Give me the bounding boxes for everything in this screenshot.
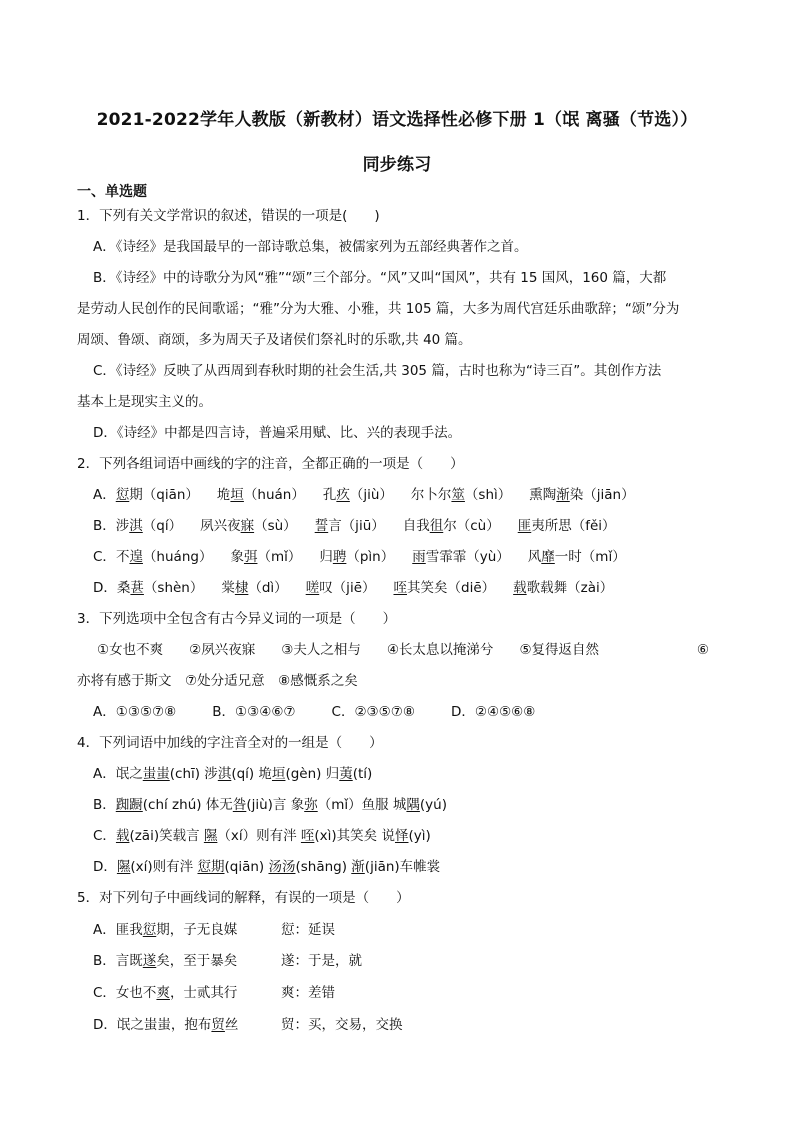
question-3-items: ①女也不爽 ②夙兴夜寐 ③夫人之相与 ④长太息以掩涕兮 ⑤复得返自然 ⑥ — [97, 642, 709, 658]
question-5-stem: 5．对下列句子中画线词的解释，有误的一项是（ ） — [77, 890, 410, 906]
section-heading: 一、单选题 — [77, 184, 147, 200]
question-2-option-d: D．桑葚（shèn） 棠棣（dì） 嗟叹（jiē） 咥其笑矣（diē） 载歌载舞（zài） — [93, 580, 614, 596]
question-1-option-d: D．《诗经》中都是四言诗，普遍采用赋、比、兴的表现手法。 — [93, 425, 462, 441]
document-title: 2021-2022学年人教版（新教材）语文选择性必修下册 1（氓 离骚（节选）） — [96, 110, 698, 130]
question-5-option-a: A．匪我愆期，子无良媒 愆：延误 — [93, 922, 335, 938]
question-2-stem: 2．下列各组词语中画线的字的注音，全都正确的一项是（ ） — [77, 456, 464, 472]
question-1-stem: 1．下列有关文学常识的叙述，错误的一项是( ) — [77, 208, 380, 224]
question-5-option-c: C．女也不爽，士贰其行 爽：差错 — [93, 985, 335, 1001]
question-1-option-a: A．《诗经》是我国最早的一部诗歌总集，被儒家列为五部经典著作之首。 — [93, 239, 528, 255]
question-2-option-b: B．涉淇（qí） 夙兴夜寐（sù） 誓言（jiū） 自我徂尔（cù） 匪夷所思（fěi） — [93, 518, 616, 534]
question-3-options: A．①③⑤⑦⑧ B．①③④⑥⑦ C．②③⑤⑦⑧ D．②④⑤⑥⑧ — [93, 704, 536, 720]
question-4-option-d: D．隰(xí)则有泮 愆期(qiān) 汤汤(shāng) 渐(jiān)车帷裳 — [93, 859, 441, 875]
question-2-option-a: A．愆期（qiān） 垝垣（huán） 孔疚（jiù） 尔卜尔筮（shì） 熏陶渐染（jiān） — [93, 487, 635, 503]
question-5-option-d: D．氓之蚩蚩，抱布贸丝 贸：买，交易，交换 — [93, 1017, 403, 1033]
question-4-option-c: C．载(zāi)笑载言 隰（xí）则有泮 咥(xì)其笑矣 说怿(yì) — [93, 828, 431, 844]
question-1-option-b-cont: 是劳动人民创作的民间歌谣；“雅”分为大雅、小雅，共 105 篇，大多为周代宫廷乐曲歌辞；“颂”分为 — [77, 301, 680, 317]
question-5-option-b: B．言既遂矣，至于暴矣 遂：于是，就 — [93, 953, 362, 969]
document-subtitle: 同步练习 — [362, 155, 432, 175]
question-1-option-b-cont2: 周颂、鲁颂、商颂，多为周天子及诸侯们祭礼时的乐歌,共 40 篇。 — [77, 332, 472, 348]
question-2-option-c: C．不遑（huáng） 象弭（mǐ） 归聘（pìn） 雨雪霏霏（yù） 风靡一时（mǐ） — [93, 549, 626, 565]
question-1-option-c-cont: 基本上是现实主义的。 — [77, 394, 212, 410]
question-3-stem: 3．下列选项中全包含有古今异义词的一项是（ ） — [77, 611, 397, 627]
question-3-items-cont: 亦将有感于斯文 ⑦处分适兄意 ⑧感慨系之矣 — [77, 673, 358, 689]
question-4-option-a: A．氓之蚩蚩(chī) 涉淇(qí) 垝垣(gèn) 归荑(tí) — [93, 766, 373, 782]
question-1-option-c: C．《诗经》反映了从西周到春秋时期的社会生活,共 305 篇，古时也称为“诗三百”。其创作方法 — [93, 363, 662, 379]
question-4-option-b: B．踟蹰(chí zhú) 体无咎(jiù)言 象弥（mǐ）鱼服 城隅(yú) — [93, 797, 447, 813]
question-1-option-b: B．《诗经》中的诗歌分为风“雅”“颂”三个部分。“风”又叫“国风”，共有 15 国风，160 篇，大都 — [93, 270, 667, 286]
question-4-stem: 4．下列词语中加线的字注音全对的一组是（ ） — [77, 735, 383, 751]
